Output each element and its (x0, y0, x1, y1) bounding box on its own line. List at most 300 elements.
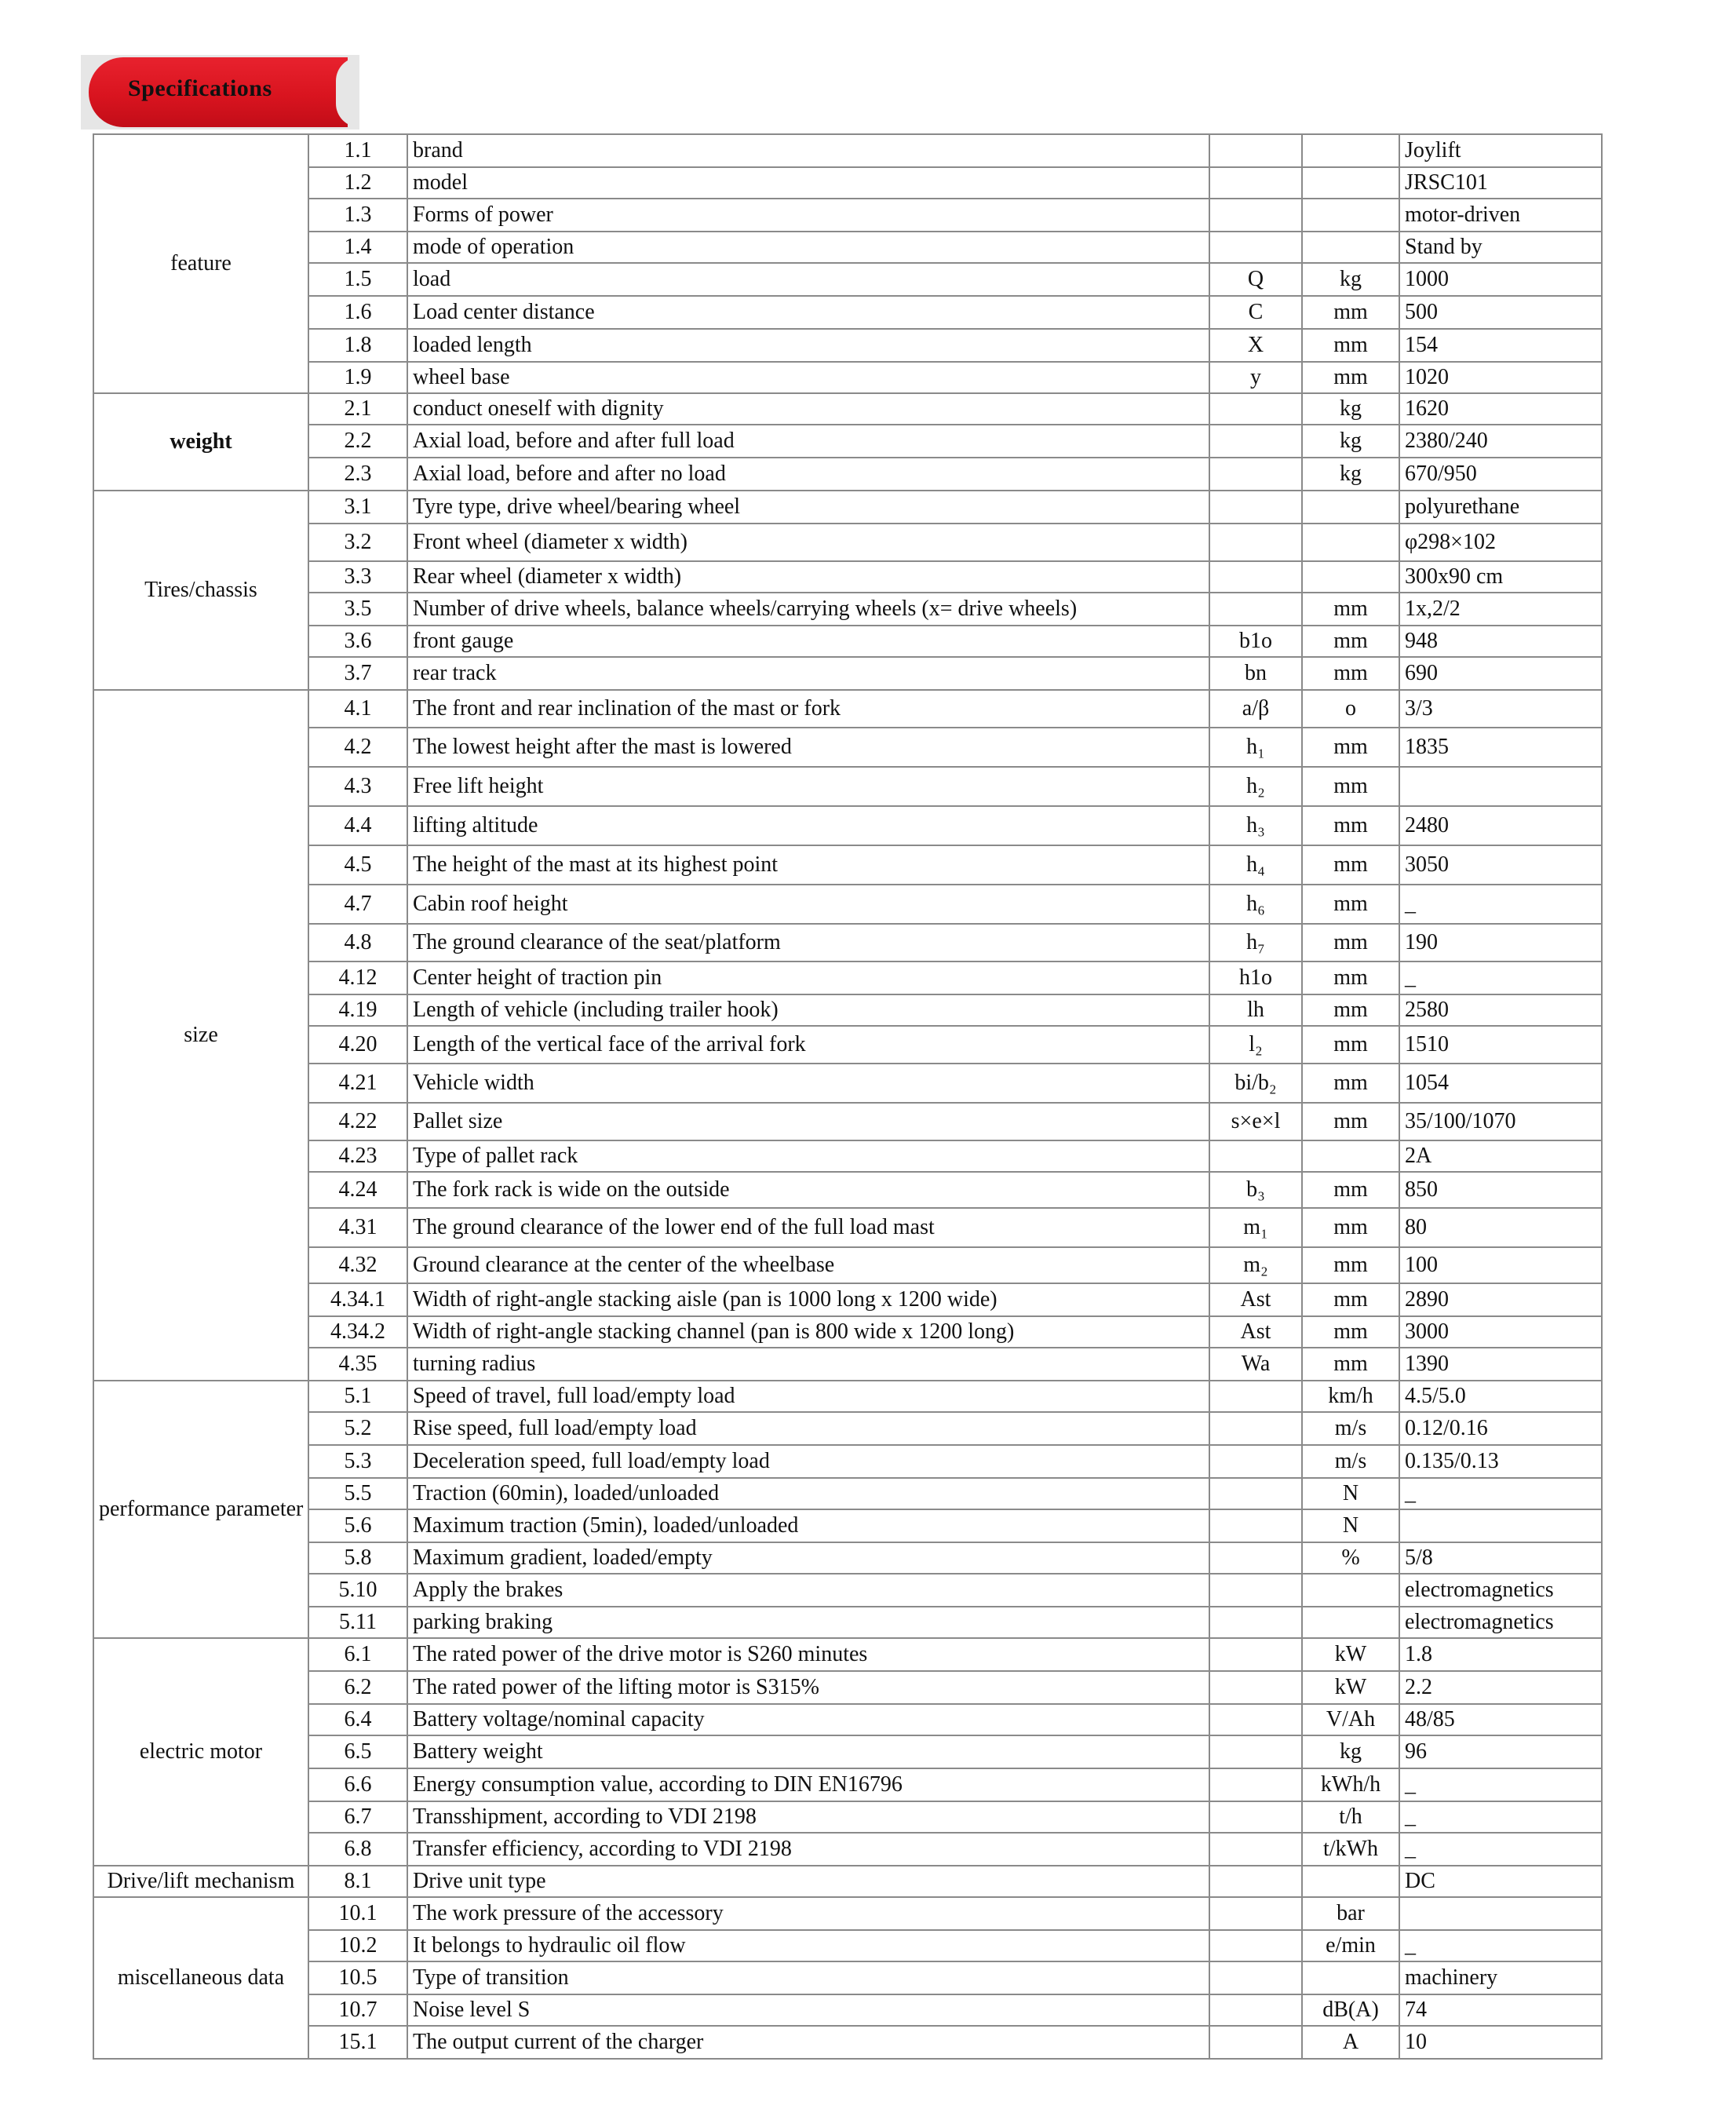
item-symbol (1209, 134, 1302, 167)
item-value: 1020 (1399, 362, 1602, 393)
item-value: 300x90 cm (1399, 561, 1602, 593)
item-description: Load center distance (407, 296, 1209, 329)
item-symbol (1209, 1478, 1302, 1509)
item-description: rear track (407, 657, 1209, 690)
item-unit (1302, 167, 1399, 199)
item-symbol: Wa (1209, 1348, 1302, 1381)
item-description: Pallet size (407, 1103, 1209, 1140)
item-description: The height of the mast at its highest point (407, 845, 1209, 885)
table-row (93, 1172, 1602, 1208)
item-number: 5.10 (308, 1574, 407, 1607)
item-value: _ (1399, 1768, 1602, 1801)
item-value: 1620 (1399, 393, 1602, 425)
item-number: 4.20 (308, 1026, 407, 1064)
item-number: 6.7 (308, 1801, 407, 1833)
table-row (93, 728, 1602, 767)
table-row (93, 1381, 1602, 1412)
item-unit: mm (1302, 1064, 1399, 1103)
item-symbol (1209, 1542, 1302, 1574)
item-unit: mm (1302, 924, 1399, 961)
item-value: 48/85 (1399, 1704, 1602, 1735)
item-description: It belongs to hydraulic oil flow (407, 1930, 1209, 1961)
item-number: 3.3 (308, 561, 407, 593)
item-description: wheel base (407, 362, 1209, 393)
item-description: loaded length (407, 329, 1209, 362)
item-number: 4.32 (308, 1247, 407, 1283)
item-symbol: h₁ (1209, 728, 1302, 767)
item-description: The lowest height after the mast is lowered (407, 728, 1209, 767)
item-symbol (1209, 561, 1302, 593)
item-unit (1302, 134, 1399, 167)
item-number: 3.6 (308, 626, 407, 657)
item-description: Energy consumption value, according to DIN EN16796 (407, 1768, 1209, 1801)
item-description: The ground clearance of the lower end of the full load mast (407, 1208, 1209, 1247)
item-unit (1302, 1866, 1399, 1897)
item-symbol (1209, 1381, 1302, 1412)
table-row (93, 806, 1602, 845)
item-value: 1x,2/2 (1399, 593, 1602, 626)
item-symbol (1209, 1671, 1302, 1704)
table-row (93, 199, 1602, 232)
table-row (93, 924, 1602, 961)
item-value: 2580 (1399, 994, 1602, 1026)
item-symbol (1209, 1897, 1302, 1930)
item-description: Noise level S (407, 1994, 1209, 2026)
item-unit: mm (1302, 296, 1399, 329)
item-unit: t/h (1302, 1801, 1399, 1833)
item-number: 1.1 (308, 134, 407, 167)
item-symbol: Q (1209, 263, 1302, 296)
item-number: 10.5 (308, 1961, 407, 1994)
item-value: 0.135/0.13 (1399, 1445, 1602, 1478)
item-symbol (1209, 1930, 1302, 1961)
item-value: 1390 (1399, 1348, 1602, 1381)
item-value: _ (1399, 1930, 1602, 1961)
item-description: conduct oneself with dignity (407, 393, 1209, 425)
item-value: JRSC101 (1399, 167, 1602, 199)
item-number: 3.7 (308, 657, 407, 690)
item-description: Drive unit type (407, 1866, 1209, 1897)
item-number: 1.5 (308, 263, 407, 296)
item-description: Apply the brakes (407, 1574, 1209, 1607)
table-row (93, 1994, 1602, 2026)
item-description: Cabin roof height (407, 885, 1209, 924)
item-description: Ground clearance at the center of the wheelbase (407, 1247, 1209, 1283)
item-description: The rated power of the lifting motor is S315% (407, 1671, 1209, 1704)
item-number: 4.1 (308, 690, 407, 728)
item-unit: V/Ah (1302, 1704, 1399, 1735)
item-unit: A (1302, 2026, 1399, 2059)
item-value: machinery (1399, 1961, 1602, 1994)
item-symbol (1209, 593, 1302, 626)
table-row (93, 1671, 1602, 1704)
item-number: 8.1 (308, 1866, 407, 1897)
item-value: motor-driven (1399, 199, 1602, 232)
specifications-banner (81, 55, 359, 130)
item-symbol: s×e×l (1209, 1103, 1302, 1140)
item-symbol (1209, 393, 1302, 425)
table-row (93, 1768, 1602, 1801)
item-number: 4.2 (308, 728, 407, 767)
item-number: 5.1 (308, 1381, 407, 1412)
item-value: 4.5/5.0 (1399, 1381, 1602, 1412)
table-row (93, 329, 1602, 362)
item-unit (1302, 491, 1399, 524)
item-symbol: h1o (1209, 961, 1302, 994)
item-unit: mm (1302, 885, 1399, 924)
item-description: mode of operation (407, 232, 1209, 263)
item-unit: mm (1302, 362, 1399, 393)
item-number: 5.6 (308, 1509, 407, 1542)
item-description: turning radius (407, 1348, 1209, 1381)
table-row (93, 393, 1602, 425)
item-number: 4.22 (308, 1103, 407, 1140)
item-description: Length of vehicle (including trailer hook) (407, 994, 1209, 1026)
table-row (93, 167, 1602, 199)
item-unit (1302, 1961, 1399, 1994)
item-description: parking braking (407, 1607, 1209, 1638)
item-unit: m/s (1302, 1445, 1399, 1478)
item-description: Deceleration speed, full load/empty load (407, 1445, 1209, 1478)
table-row (93, 626, 1602, 657)
item-value (1399, 767, 1602, 806)
item-unit: mm (1302, 1103, 1399, 1140)
item-value: 35/100/1070 (1399, 1103, 1602, 1140)
item-value: 1510 (1399, 1026, 1602, 1064)
item-number: 1.2 (308, 167, 407, 199)
item-symbol: bn (1209, 657, 1302, 690)
item-description: Free lift height (407, 767, 1209, 806)
item-symbol (1209, 167, 1302, 199)
group-label: size (93, 690, 308, 1381)
item-description: Number of drive wheels, balance wheels/carrying wheels (x= drive wheels) (407, 593, 1209, 626)
table-row (93, 767, 1602, 806)
item-value: 1.8 (1399, 1638, 1602, 1671)
item-unit: bar (1302, 1897, 1399, 1930)
item-unit: dB(A) (1302, 1994, 1399, 2026)
item-description: Maximum traction (5min), loaded/unloaded (407, 1509, 1209, 1542)
item-unit: t/kWh (1302, 1833, 1399, 1866)
item-symbol (1209, 1509, 1302, 1542)
item-symbol: b₃ (1209, 1172, 1302, 1208)
banner-notch (336, 57, 359, 127)
item-description: The front and rear inclination of the mast or fork (407, 690, 1209, 728)
item-unit: kg (1302, 263, 1399, 296)
item-unit: kW (1302, 1671, 1399, 1704)
item-description: The rated power of the drive motor is S260 minutes (407, 1638, 1209, 1671)
item-value: 80 (1399, 1208, 1602, 1247)
table-row (93, 2026, 1602, 2059)
item-number: 5.8 (308, 1542, 407, 1574)
item-description: Type of transition (407, 1961, 1209, 1994)
group-label: miscellaneous data (93, 1897, 308, 2059)
item-symbol: m₁ (1209, 1208, 1302, 1247)
item-unit (1302, 561, 1399, 593)
table-row (93, 263, 1602, 296)
item-number: 5.11 (308, 1607, 407, 1638)
item-symbol: a/β (1209, 690, 1302, 728)
item-value: 1000 (1399, 263, 1602, 296)
item-symbol: h₇ (1209, 924, 1302, 961)
item-number: 1.6 (308, 296, 407, 329)
item-number: 5.2 (308, 1412, 407, 1445)
item-unit: % (1302, 1542, 1399, 1574)
item-description: The work pressure of the accessory (407, 1897, 1209, 1930)
item-unit: mm (1302, 1172, 1399, 1208)
item-value: 690 (1399, 657, 1602, 690)
table-row (93, 1316, 1602, 1348)
item-value: 2.2 (1399, 1671, 1602, 1704)
item-unit (1302, 1574, 1399, 1607)
item-value: 2480 (1399, 806, 1602, 845)
item-description: Axial load, before and after no load (407, 458, 1209, 491)
table-row (93, 1140, 1602, 1172)
table-row (93, 524, 1602, 561)
item-number: 4.12 (308, 961, 407, 994)
table-row (93, 1801, 1602, 1833)
table-row (93, 1574, 1602, 1607)
item-symbol: X (1209, 329, 1302, 362)
specifications-table-body (93, 134, 1602, 2059)
item-number: 6.8 (308, 1833, 407, 1866)
item-unit: mm (1302, 961, 1399, 994)
item-unit: e/min (1302, 1930, 1399, 1961)
item-unit: mm (1302, 1283, 1399, 1316)
item-symbol: bi/b₂ (1209, 1064, 1302, 1103)
item-unit: mm (1302, 593, 1399, 626)
item-value: 2890 (1399, 1283, 1602, 1316)
item-unit: mm (1302, 767, 1399, 806)
item-description: Battery voltage/nominal capacity (407, 1704, 1209, 1735)
item-unit: kg (1302, 393, 1399, 425)
item-value: electromagnetics (1399, 1607, 1602, 1638)
item-symbol: C (1209, 296, 1302, 329)
item-number: 5.5 (308, 1478, 407, 1509)
item-number: 6.4 (308, 1704, 407, 1735)
item-description: Traction (60min), loaded/unloaded (407, 1478, 1209, 1509)
item-description: Center height of traction pin (407, 961, 1209, 994)
item-unit (1302, 524, 1399, 561)
item-value: 2A (1399, 1140, 1602, 1172)
item-value: electromagnetics (1399, 1574, 1602, 1607)
item-description: model (407, 167, 1209, 199)
item-number: 6.5 (308, 1735, 407, 1768)
item-symbol (1209, 1833, 1302, 1866)
item-number: 3.5 (308, 593, 407, 626)
item-number: 15.1 (308, 2026, 407, 2059)
item-number: 4.19 (308, 994, 407, 1026)
table-row (93, 1445, 1602, 1478)
table-row (93, 1478, 1602, 1509)
group-label: feature (93, 134, 308, 393)
item-unit: mm (1302, 626, 1399, 657)
item-symbol (1209, 458, 1302, 491)
item-value: _ (1399, 1801, 1602, 1833)
item-symbol (1209, 199, 1302, 232)
item-value: 190 (1399, 924, 1602, 961)
item-description: The fork rack is wide on the outside (407, 1172, 1209, 1208)
item-description: brand (407, 134, 1209, 167)
table-row (93, 961, 1602, 994)
table-row (93, 1542, 1602, 1574)
item-value: 5/8 (1399, 1542, 1602, 1574)
item-symbol: h₆ (1209, 885, 1302, 924)
item-value: _ (1399, 961, 1602, 994)
item-description: Length of the vertical face of the arrival fork (407, 1026, 1209, 1064)
item-unit: mm (1302, 1348, 1399, 1381)
item-number: 2.3 (308, 458, 407, 491)
item-value: 1835 (1399, 728, 1602, 767)
group-label: Drive/lift mechanism (93, 1866, 308, 1897)
table-row (93, 885, 1602, 924)
item-description: Rise speed, full load/empty load (407, 1412, 1209, 1445)
item-description: load (407, 263, 1209, 296)
item-unit: o (1302, 690, 1399, 728)
table-row (93, 1704, 1602, 1735)
item-unit: mm (1302, 1026, 1399, 1064)
item-description: Tyre type, drive wheel/bearing wheel (407, 491, 1209, 524)
item-symbol (1209, 1412, 1302, 1445)
item-value: 500 (1399, 296, 1602, 329)
item-number: 4.35 (308, 1348, 407, 1381)
item-value: 100 (1399, 1247, 1602, 1283)
table-row (93, 561, 1602, 593)
item-symbol (1209, 1140, 1302, 1172)
table-row (93, 458, 1602, 491)
item-value: 670/950 (1399, 458, 1602, 491)
table-row (93, 593, 1602, 626)
page-title: Specifications (128, 75, 272, 101)
table-row (93, 296, 1602, 329)
table-row (93, 1866, 1602, 1897)
item-value (1399, 1509, 1602, 1542)
table-row (93, 491, 1602, 524)
table-row (93, 994, 1602, 1026)
item-symbol: Ast (1209, 1283, 1302, 1316)
item-number: 10.2 (308, 1930, 407, 1961)
table-row (93, 845, 1602, 885)
item-symbol: l₂ (1209, 1026, 1302, 1064)
item-symbol (1209, 1607, 1302, 1638)
item-value: _ (1399, 1833, 1602, 1866)
item-description: Transshipment, according to VDI 2198 (407, 1801, 1209, 1833)
table-row (93, 1833, 1602, 1866)
table-row (93, 362, 1602, 393)
table-row (93, 1064, 1602, 1103)
item-value: 3000 (1399, 1316, 1602, 1348)
item-symbol (1209, 1574, 1302, 1607)
item-number: 4.5 (308, 845, 407, 885)
item-value: polyurethane (1399, 491, 1602, 524)
item-symbol (1209, 1866, 1302, 1897)
item-description: Axial load, before and after full load (407, 425, 1209, 458)
item-symbol (1209, 1801, 1302, 1833)
item-number: 4.31 (308, 1208, 407, 1247)
item-unit (1302, 232, 1399, 263)
item-value: 948 (1399, 626, 1602, 657)
item-number: 3.2 (308, 524, 407, 561)
item-unit (1302, 1607, 1399, 1638)
table-row (93, 1509, 1602, 1542)
item-number: 4.21 (308, 1064, 407, 1103)
item-symbol: h₂ (1209, 767, 1302, 806)
item-description: Width of right-angle stacking channel (pan is 800 wide x 1200 long) (407, 1316, 1209, 1348)
item-number: 4.34.2 (308, 1316, 407, 1348)
item-symbol (1209, 1638, 1302, 1671)
item-unit: kg (1302, 458, 1399, 491)
item-symbol: y (1209, 362, 1302, 393)
table-row (93, 657, 1602, 690)
table-row (93, 1930, 1602, 1961)
item-description: Rear wheel (diameter x width) (407, 561, 1209, 593)
table-row (93, 1247, 1602, 1283)
item-symbol (1209, 524, 1302, 561)
item-unit: mm (1302, 329, 1399, 362)
item-number: 4.34.1 (308, 1283, 407, 1316)
item-number: 3.1 (308, 491, 407, 524)
item-unit: N (1302, 1509, 1399, 1542)
item-unit: mm (1302, 845, 1399, 885)
item-value: DC (1399, 1866, 1602, 1897)
item-description: front gauge (407, 626, 1209, 657)
item-symbol: h₃ (1209, 806, 1302, 845)
item-value: 154 (1399, 329, 1602, 362)
item-number: 4.3 (308, 767, 407, 806)
table-row (93, 1735, 1602, 1768)
item-symbol (1209, 491, 1302, 524)
item-value: 3/3 (1399, 690, 1602, 728)
item-unit: N (1302, 1478, 1399, 1509)
item-value: 10 (1399, 2026, 1602, 2059)
item-unit: kW (1302, 1638, 1399, 1671)
item-symbol: m₂ (1209, 1247, 1302, 1283)
table-row (93, 1897, 1602, 1930)
item-number: 6.1 (308, 1638, 407, 1671)
item-symbol (1209, 1735, 1302, 1768)
item-value: 96 (1399, 1735, 1602, 1768)
table-row (93, 1607, 1602, 1638)
item-description: The ground clearance of the seat/platform (407, 924, 1209, 961)
group-label: weight (93, 393, 308, 491)
item-unit (1302, 1140, 1399, 1172)
item-unit: kWh/h (1302, 1768, 1399, 1801)
item-number: 2.1 (308, 393, 407, 425)
item-unit: km/h (1302, 1381, 1399, 1412)
item-description: Speed of travel, full load/empty load (407, 1381, 1209, 1412)
table-row (93, 1348, 1602, 1381)
item-symbol (1209, 1994, 1302, 2026)
item-symbol: b1o (1209, 626, 1302, 657)
item-description: lifting altitude (407, 806, 1209, 845)
item-unit: m/s (1302, 1412, 1399, 1445)
item-unit: kg (1302, 1735, 1399, 1768)
group-label: electric motor (93, 1638, 308, 1866)
table-row (93, 1208, 1602, 1247)
item-number: 10.1 (308, 1897, 407, 1930)
item-value: Joylift (1399, 134, 1602, 167)
item-number: 5.3 (308, 1445, 407, 1478)
item-symbol (1209, 232, 1302, 263)
item-number: 4.7 (308, 885, 407, 924)
item-number: 4.24 (308, 1172, 407, 1208)
item-symbol (1209, 1445, 1302, 1478)
table-row (93, 1638, 1602, 1671)
table-row (93, 1961, 1602, 1994)
item-number: 4.23 (308, 1140, 407, 1172)
item-value: _ (1399, 1478, 1602, 1509)
item-unit: mm (1302, 1247, 1399, 1283)
item-description: Forms of power (407, 199, 1209, 232)
